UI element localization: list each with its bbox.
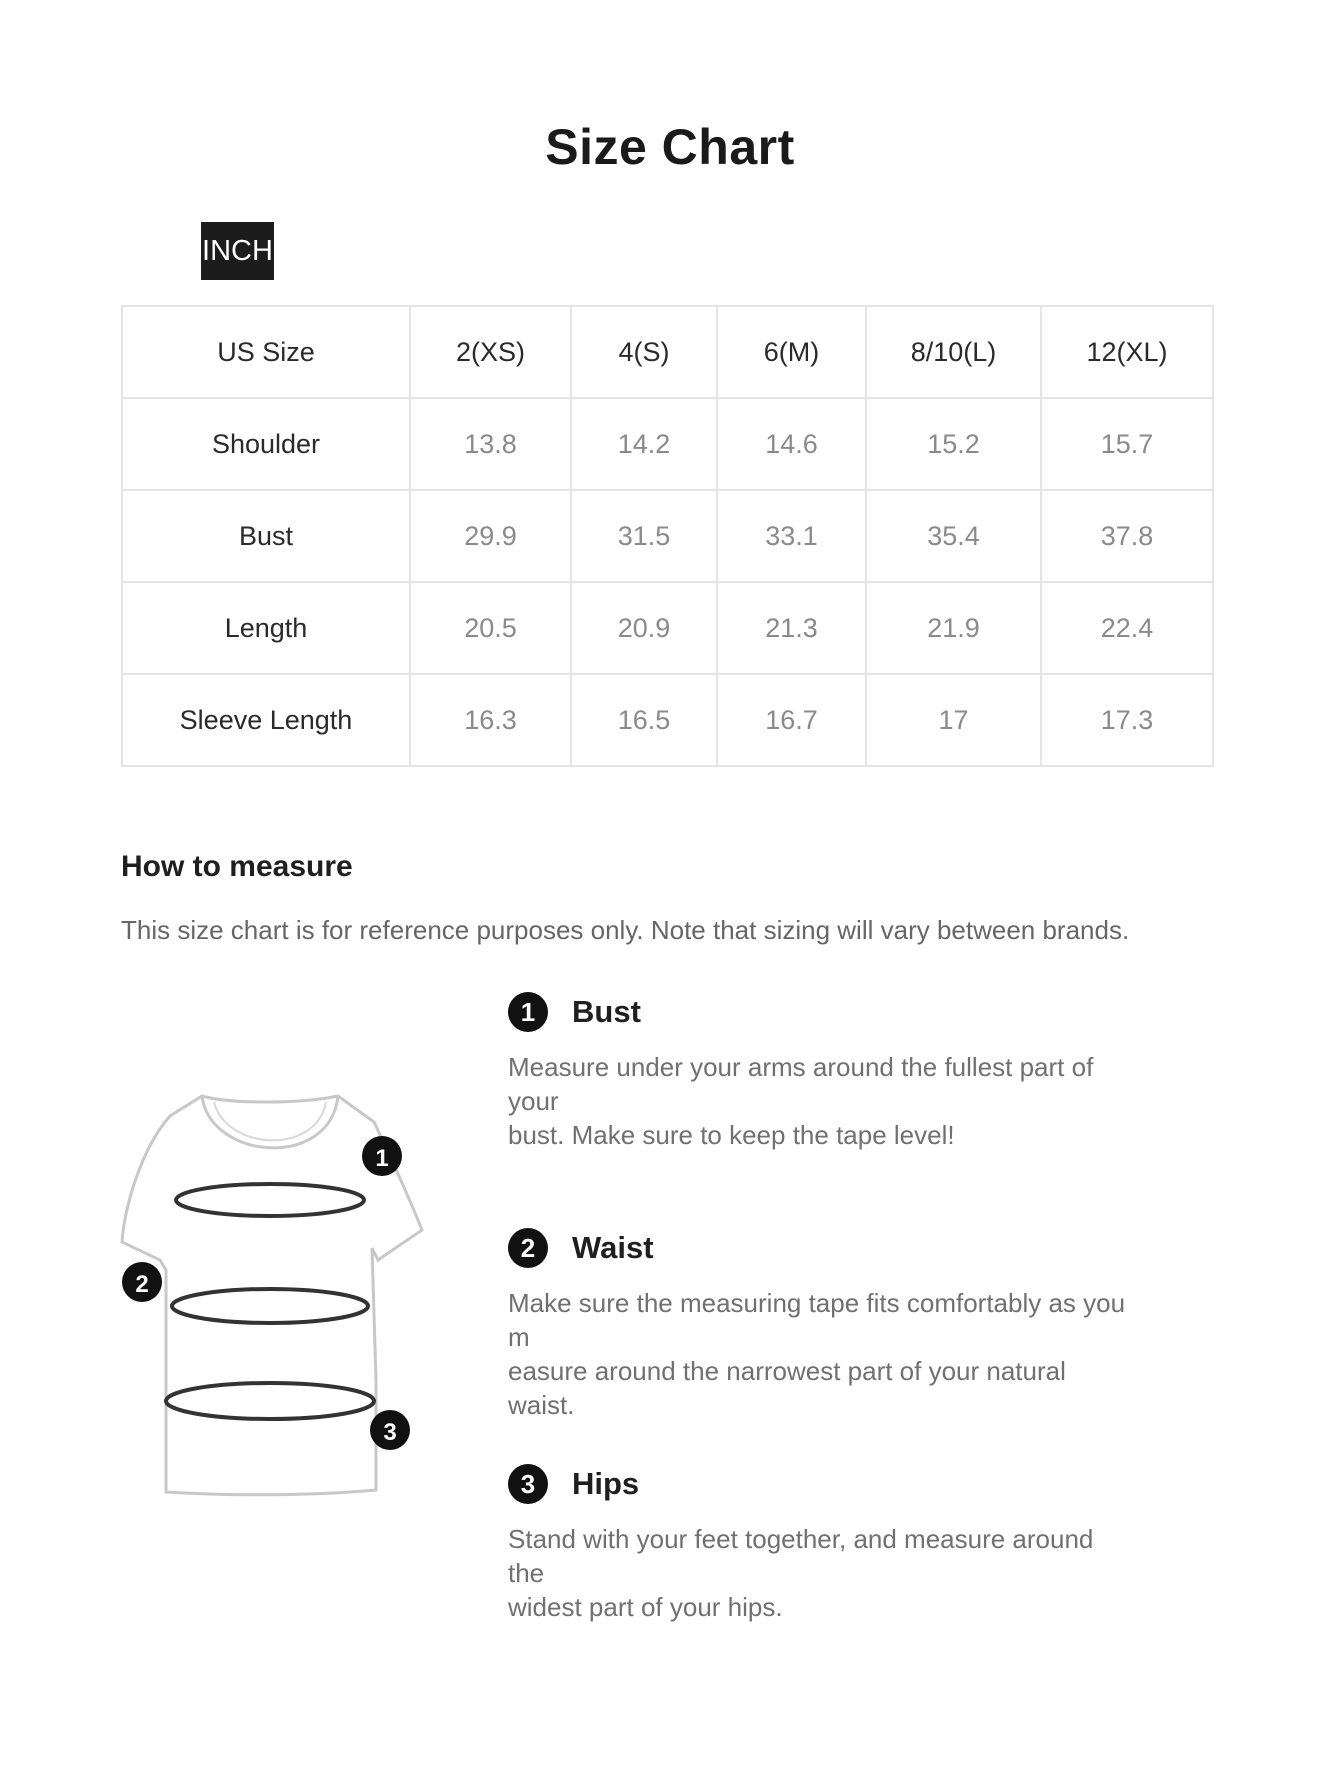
measure-waist-description <box>508 1286 1128 1422</box>
table-cell: 16.5 <box>571 674 717 766</box>
table-cell: 21.9 <box>866 582 1041 674</box>
table-cell: 31.5 <box>571 490 717 582</box>
marker-3-label: 3 <box>383 1419 397 1446</box>
size-table <box>121 305 1214 767</box>
table-cell: 14.6 <box>717 398 866 490</box>
table-cell: 22.4 <box>1041 582 1213 674</box>
table-row <box>122 674 1213 766</box>
measure-bust-line-2: bust. Make sure to keep the tape level! <box>508 1120 955 1150</box>
row-label: Length <box>122 582 410 674</box>
measure-bust-line-1: Measure under your arms around the fullest part of your <box>508 1052 1094 1116</box>
measure-hips <box>508 1460 1148 1624</box>
unit-badge: INCH <box>201 222 274 280</box>
header-cell-size: 12(XL) <box>1041 306 1213 398</box>
row-label: Sleeve Length <box>122 674 410 766</box>
marker-3-icon <box>370 1410 410 1450</box>
table-cell: 17.3 <box>1041 674 1213 766</box>
table-cell: 17 <box>866 674 1041 766</box>
number-1-icon: 1 <box>508 992 548 1032</box>
measure-waist-line-1: Make sure the measuring tape fits comfortably as you m <box>508 1288 1126 1352</box>
table-row <box>122 582 1213 674</box>
table-cell: 13.8 <box>410 398 571 490</box>
table-row <box>122 398 1213 490</box>
measure-hips-line-1: Stand with your feet together, and measure around the <box>508 1524 1094 1588</box>
measure-bust <box>508 988 1148 1152</box>
table-cell: 33.1 <box>717 490 866 582</box>
number-3-icon: 3 <box>508 1464 548 1504</box>
tshirt-measure-figure <box>110 1080 440 1520</box>
measure-bust-title: Bust <box>572 994 641 1029</box>
reference-note: This size chart is for reference purposes only. Note that sizing will vary between brands. <box>121 915 1130 945</box>
table-header-row <box>122 306 1213 398</box>
measure-hips-line-2: widest part of your hips. <box>508 1592 783 1622</box>
how-to-measure-heading: How to measure <box>121 850 353 883</box>
table-cell: 15.7 <box>1041 398 1213 490</box>
row-label: Bust <box>122 490 410 582</box>
table-cell: 20.9 <box>571 582 717 674</box>
marker-1-label: 1 <box>375 1145 389 1172</box>
table-cell: 20.5 <box>410 582 571 674</box>
table-cell: 37.8 <box>1041 490 1213 582</box>
marker-1-icon <box>362 1136 402 1176</box>
row-label: Shoulder <box>122 398 410 490</box>
marker-2-icon <box>122 1262 162 1302</box>
header-cell-size: 6(M) <box>717 306 866 398</box>
table-cell: 21.3 <box>717 582 866 674</box>
header-cell-us-size: US Size <box>122 306 410 398</box>
measure-hips-title: Hips <box>572 1466 640 1501</box>
table-cell: 35.4 <box>866 490 1041 582</box>
marker-2-label: 2 <box>135 1271 149 1298</box>
measure-waist <box>508 1224 1148 1422</box>
table-cell: 29.9 <box>410 490 571 582</box>
measure-hips-description <box>508 1522 1128 1624</box>
measure-waist-title: Waist <box>572 1230 654 1265</box>
table-row <box>122 490 1213 582</box>
page-title: Size Chart <box>545 119 795 175</box>
header-cell-size: 4(S) <box>571 306 717 398</box>
header-cell-size: 8/10(L) <box>866 306 1041 398</box>
number-2-icon: 2 <box>508 1228 548 1268</box>
measure-bust-description <box>508 1050 1128 1152</box>
header-cell-size: 2(XS) <box>410 306 571 398</box>
table-cell: 14.2 <box>571 398 717 490</box>
table-cell: 16.3 <box>410 674 571 766</box>
measure-waist-line-2: easure around the narrowest part of your natural waist. <box>508 1356 1066 1420</box>
table-cell: 16.7 <box>717 674 866 766</box>
table-cell: 15.2 <box>866 398 1041 490</box>
